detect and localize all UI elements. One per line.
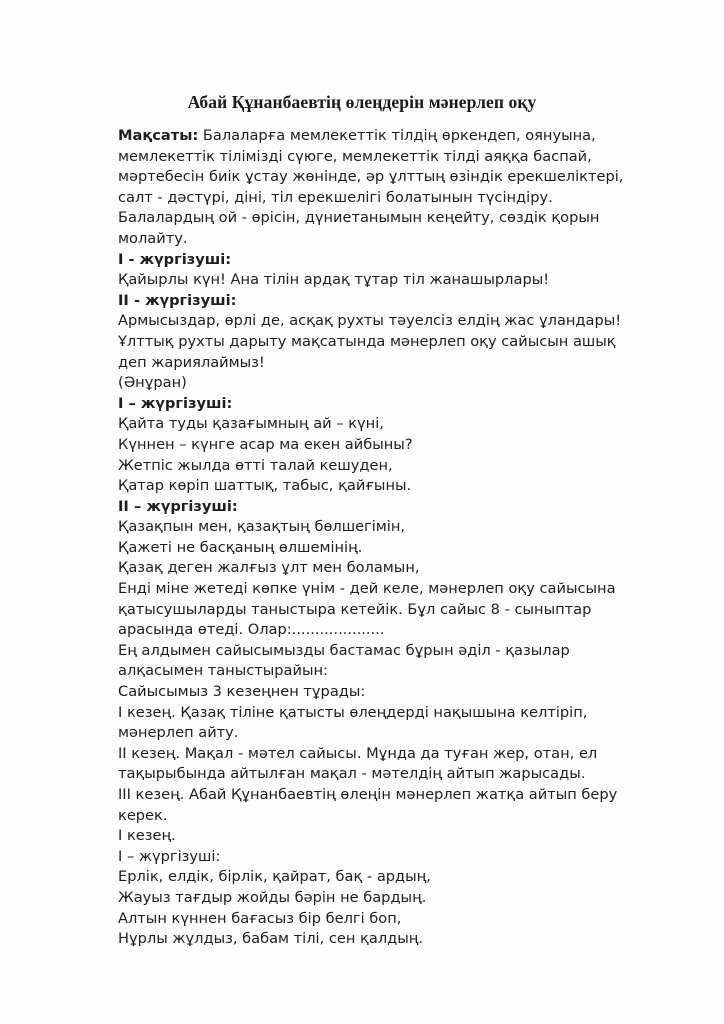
text-line: қатысушыларды таныстыра кетейік. Бұл сайыс 8 - сыныптар <box>118 600 592 618</box>
text-line: Ұлттық рухты дарыту мақсатында мәнерлеп оқу сайысын ашық <box>118 332 616 350</box>
text-line: Қажеті не басқаның өлшемінің. <box>118 538 363 556</box>
host2-heading: ІІ - жүргізуші: <box>118 291 237 309</box>
poem-line: Жетпіс жылда өтті талай кешуден, <box>118 456 393 474</box>
text-line: І – жүргізуші: <box>118 847 221 865</box>
poem-line: Жауыз тағдыр жойды бәрін не бардың. <box>118 888 427 906</box>
text-line: І кезең. Қазақ тіліне қатысты өлеңдерді нақышына келтіріп, <box>118 703 588 721</box>
text-line: Армысыздар, өрлі де, асқақ рухты тәуелсіз елдің жас ұландары! <box>118 312 622 330</box>
text-line: деп жариялаймыз! <box>118 353 265 371</box>
text-line: Қазақ деген жалғыз ұлт мен боламын, <box>118 559 420 577</box>
text-line: (Әнұран) <box>118 374 187 392</box>
poem-line: Нұрлы жұлдыз, бабам тілі, сен қалдың. <box>118 930 424 948</box>
poem-line: Алтын күннен бағасыз бір белгі боп, <box>118 909 402 927</box>
text-line: Қайырлы күн! Ана тілін ардақ тұтар тіл жанашырлары! <box>118 271 550 289</box>
purpose-line: салт - дәстүрі, діні, тіл ерекшелігі болатынын түсіндіру. <box>118 188 553 206</box>
text-line: Қазақпын мен, қазақтың бөлшегімін, <box>118 518 406 536</box>
text-line: арасында өтеді. Олар:.................... <box>118 621 385 639</box>
purpose-line: Балалардың ой - өрісін, дүниетанымын кеңейту, сөздік қорын <box>118 209 600 227</box>
text-line: ІІ кезең. Мақал - мәтел сайысы. Мұнда да туған жер, отан, ел <box>118 744 598 762</box>
text-line: керек. <box>118 806 168 824</box>
document-body <box>118 126 678 950</box>
purpose-line: мемлекеттік тілімізді сүюге, мемлекеттік тілді аяққа баспай, <box>118 147 592 165</box>
purpose-line: молайту. <box>118 229 188 247</box>
purpose-label: Мақсаты: <box>118 127 199 144</box>
poem-line: Қатар көріп шаттық, табыс, қайғыны. <box>118 477 412 495</box>
text-line: І кезең. <box>118 827 176 845</box>
text-line: Сайысымыз 3 кезеңнен тұрады: <box>118 683 366 701</box>
purpose-line <box>118 126 678 147</box>
poem-line: Ерлік, елдік, бірлік, қайрат, бақ - ардың, <box>118 868 431 886</box>
purpose-line: мәртебесін биік ұстау жөнінде, әр ұлттың өзіндік ерекшеліктері, <box>118 168 624 186</box>
text-line: Ең алдымен сайысымызды бастамас бұрын әділ - қазылар <box>118 641 570 659</box>
text-line: мәнерлеп айту. <box>118 724 239 742</box>
text-line: тақырыбында айтылған мақал - мәтелдің айтып жарысады. <box>118 765 586 783</box>
poem-line: Күннен – күнге асар ма екен айбыны? <box>118 435 413 453</box>
host1-heading: І - жүргізуші: <box>118 250 232 268</box>
host2-heading: ІІ – жүргізуші: <box>118 497 238 515</box>
purpose-text: Балаларға мемлекеттік тілдің өркендеп, оянуына, <box>198 127 596 144</box>
text-line: Енді міне жетеді көпке үнім - дей келе, мәнерлеп оқу сайысына <box>118 580 616 598</box>
document-title: Абай Құнанбаевтің өлеңдерін мәнерлеп оқу <box>187 92 537 112</box>
poem-line: Қайта туды қазағымның ай – күні, <box>118 415 384 433</box>
text-line: алқасымен таныстырайын: <box>118 662 328 680</box>
host1-heading: І – жүргізуші: <box>118 394 233 412</box>
text-line: ІІІ кезең. Абай Құнанбаевтің өлеңін мәнерлеп жатқа айтып беру <box>118 786 618 803</box>
